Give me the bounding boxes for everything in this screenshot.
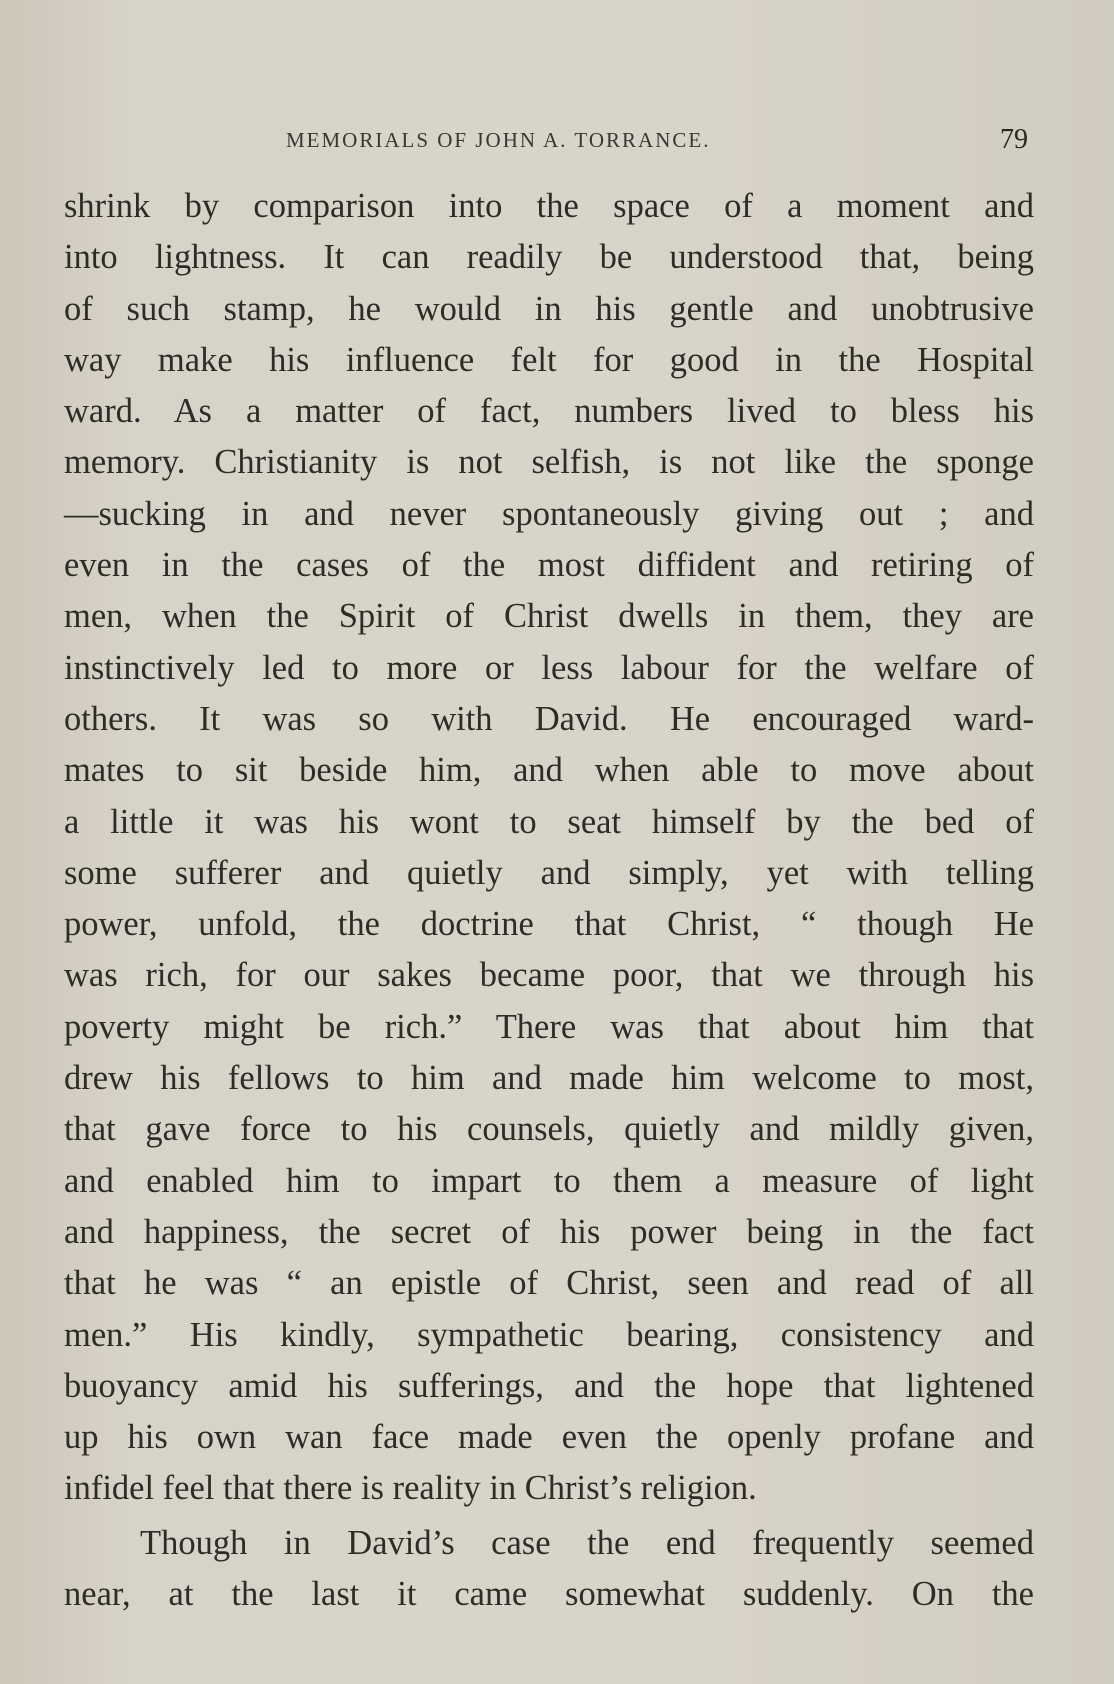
text-line: shrink by comparison into the space of a moment and — [64, 187, 1034, 225]
running-head — [64, 124, 1034, 164]
text-line: and enabled him to impart to them a measure of light — [64, 1161, 1034, 1200]
text-line: that he was “ an epistle of Christ, seen and read of all — [64, 1264, 1034, 1303]
text-line: men.” His kindly, sympathetic bearing, consistency and — [64, 1315, 1034, 1354]
text-line: some sufferer and quietly and simply, yet with telling — [64, 853, 1034, 892]
text-line: near, at the last it came somewhat suddenly. On the — [64, 1575, 1034, 1614]
text-line: others. It was so with David. He encouraged ward- — [64, 699, 1034, 738]
text-line: of such stamp, he would in his gentle and unobtrusive — [64, 289, 1034, 328]
text-line: that gave force to his counsels, quietly and mildly given, — [64, 1110, 1034, 1149]
text-line: up his own wan face made even the openly profane and — [64, 1418, 1034, 1457]
text-line: —sucking in and never spontaneously giving out ; and — [64, 494, 1034, 533]
text-line: even in the cases of the most diffident and retiring of — [64, 546, 1034, 585]
paragraph-1 — [64, 181, 1034, 1515]
running-title: MEMORIALS OF JOHN A. TORRANCE. — [286, 128, 711, 152]
page-number: 79 — [1000, 124, 1028, 155]
body-text — [64, 181, 1034, 1620]
text-line: drew his fellows to him and made him welcome to most, — [64, 1059, 1034, 1098]
text-line: power, unfold, the doctrine that Christ, “ though He — [64, 905, 1034, 944]
text-line: ward. As a matter of fact, numbers lived to bless his — [64, 392, 1034, 431]
text-line: way make his influence felt for good in the Hospital — [64, 340, 1034, 379]
text-line: men, when the Spirit of Christ dwells in them, they are — [64, 597, 1034, 636]
text-line: memory. Christianity is not selfish, is not like the sponge — [64, 443, 1034, 482]
text-line: and happiness, the secret of his power being in the fact — [64, 1212, 1034, 1251]
paragraph-2 — [64, 1518, 1034, 1621]
text-line: mates to sit beside him, and when able to move about — [64, 751, 1034, 790]
text-line: Though in David’s case the end frequently seemed — [140, 1523, 1034, 1562]
text-line: instinctively led to more or less labour for the welfare of — [64, 648, 1034, 687]
text-line: into lightness. It can readily be understood that, being — [64, 238, 1034, 277]
text-line: infidel feel that there is reality in Christ’s religion. — [64, 1469, 757, 1508]
text-line: buoyancy amid his sufferings, and the hope that lightened — [64, 1366, 1034, 1405]
text-line: a little it was his wont to seat himself by the bed of — [64, 802, 1034, 841]
text-line: was rich, for our sakes became poor, that we through his — [64, 956, 1034, 995]
text-line: poverty might be rich.” There was that about him that — [64, 1007, 1034, 1046]
